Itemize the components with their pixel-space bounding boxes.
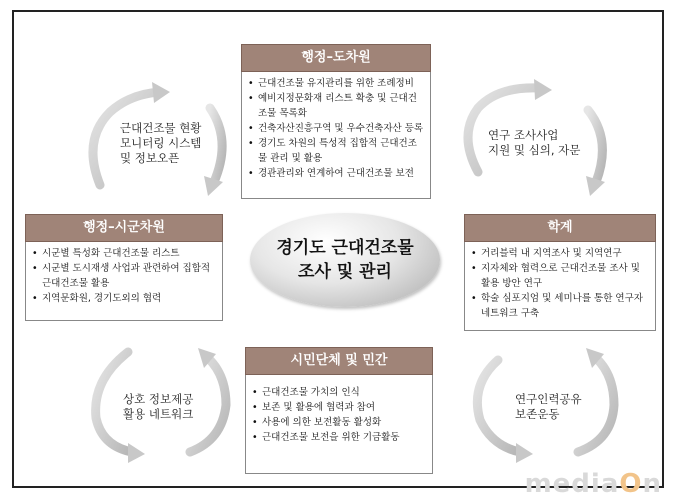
right-box-item: • 학술 심포지엄 및 세미나를 통한 연구자 네트워크 구축 xyxy=(471,291,649,321)
top-box-item: • 근대건조물 유지관리를 위한 조례정비 xyxy=(248,76,424,91)
watermark-suffix: n xyxy=(642,469,662,499)
right-box-body xyxy=(464,242,656,331)
top-box-item: • 경기도 차원의 특성적 집합적 근대건조물 관리 및 활용 xyxy=(248,136,424,166)
watermark-logo xyxy=(525,469,662,499)
right-box xyxy=(464,214,656,331)
left-box-item: • 시군별 특성화 근대건조물 리스트 xyxy=(32,246,216,261)
note-line: 지원 및 심의, 자문 xyxy=(488,143,581,157)
note-top-right xyxy=(488,128,580,158)
bottom-box-title: 시민단체 및 민간 xyxy=(245,347,433,375)
bottom-box-body xyxy=(245,375,433,474)
left-box-title: 행정–시군차원 xyxy=(25,214,223,242)
note-line: 근대건조물 현황 xyxy=(120,121,202,135)
bottom-box xyxy=(245,347,433,474)
note-top-left xyxy=(120,121,201,166)
bottom-box-list xyxy=(252,385,426,445)
top-box-body xyxy=(241,72,431,199)
note-line: 및 정보오픈 xyxy=(120,151,180,165)
left-box-body xyxy=(25,242,223,321)
bottom-box-item: • 사용에 의한 보전활동 활성화 xyxy=(252,415,426,430)
note-line: 연구 조사사업 xyxy=(488,128,559,142)
bottom-box-item: • 근대건조물 가치의 인식 xyxy=(252,385,426,400)
center-title-line2: 조사 및 관리 xyxy=(298,262,392,282)
bottom-box-item: • 보존 및 활용에 협력과 참여 xyxy=(252,400,426,415)
note-line: 보존운동 xyxy=(515,407,560,421)
bottom-box-item: • 근대건조물 보전을 위한 기금활동 xyxy=(252,430,426,445)
top-box-list xyxy=(248,76,424,181)
watermark-prefix: media xyxy=(524,469,620,499)
right-box-list xyxy=(471,246,649,321)
note-bottom-left xyxy=(123,392,193,422)
left-box-item: • 시군별 도시재생 사업과 관련하여 집합적 근대건조물 활용 xyxy=(32,261,216,291)
left-box-list xyxy=(32,246,216,306)
right-box-title: 학계 xyxy=(464,214,656,242)
top-box xyxy=(241,44,431,199)
right-box-item: • 거리블럭 내 지역조사 및 지역연구 xyxy=(471,246,649,261)
top-box-item: • 경관관리와 연계하여 근대건조물 보전 xyxy=(248,166,424,181)
note-line: 연구인력공유 xyxy=(515,392,582,406)
left-box-item: • 지역문화원, 경기도외의 협력 xyxy=(32,291,216,306)
note-line: 상호 정보제공 xyxy=(123,392,194,406)
top-box-title: 행정–도차원 xyxy=(241,44,431,72)
note-bottom-right xyxy=(515,392,582,422)
top-box-item: • 건축자산진흥구역 및 우수건축자산 등록 xyxy=(248,121,424,136)
center-title-line1: 경기도 근대건조물 xyxy=(276,238,414,258)
watermark-o-icon: O xyxy=(619,469,643,499)
left-box xyxy=(25,214,223,321)
note-line: 모니터링 시스템 xyxy=(120,136,202,150)
note-line: 활용 네트워크 xyxy=(123,407,194,421)
right-box-item: • 지자체와 협력으로 근대건조물 조사 및 활용 방안 연구 xyxy=(471,261,649,291)
top-box-item: • 예비지정문화재 리스트 확충 및 근대건조물 목록화 xyxy=(248,91,424,121)
center-title xyxy=(250,236,440,284)
